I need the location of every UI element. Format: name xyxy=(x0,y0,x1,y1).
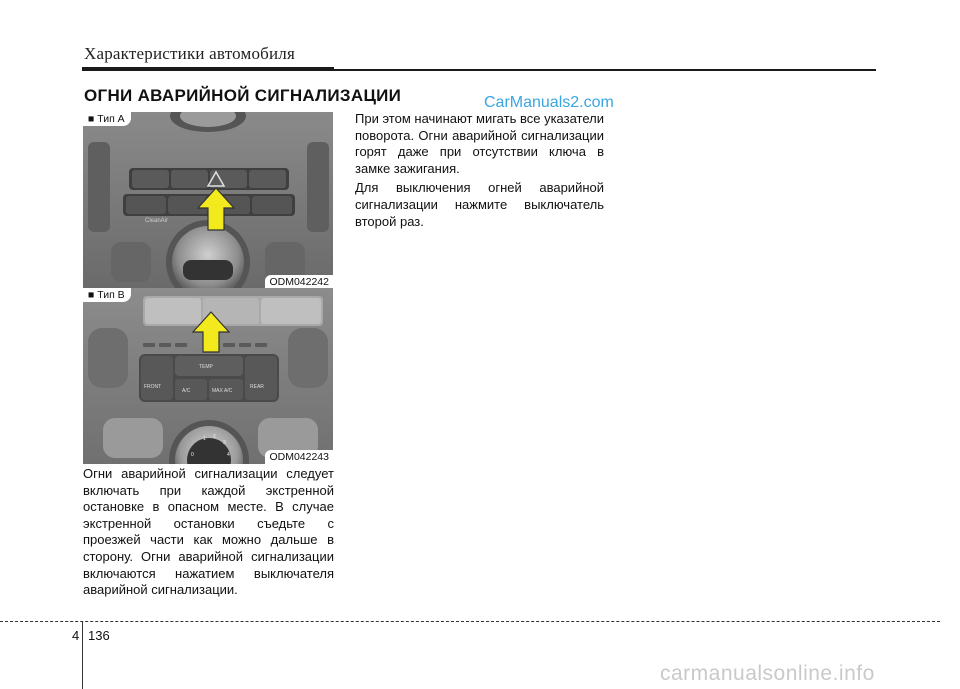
left-paragraph-text: Огни аварийной сигнализации следует включать при каждой экстренной остановке в опасном месте. В случае экстренной остановки съедьте с проезжей части как можно дальше в сторону. Огни аварийной сигнализации включаются нажатием выключателя аварийной сигнализации. xyxy=(83,466,334,598)
left-paragraph xyxy=(83,466,334,602)
footer-rule xyxy=(0,621,940,622)
right-paragraph-1: При этом начинают мигать все указатели поворота. Огни аварийной сигнализации горят даже при отсутствии ключа в замке зажигания. xyxy=(355,111,604,176)
figure-type-b xyxy=(83,288,333,464)
footer-divider xyxy=(82,621,83,689)
rear-label: REAR xyxy=(250,384,264,390)
dial-3: 3 xyxy=(223,440,226,446)
dial-1: 1 xyxy=(203,436,206,442)
dial-0: 0 xyxy=(191,452,194,458)
right-column xyxy=(355,111,604,233)
chapter-number: 4 xyxy=(72,628,80,643)
page-number: 136 xyxy=(88,628,110,643)
header-rule-thick xyxy=(82,67,334,71)
cleanair-label: CleanAir xyxy=(145,218,169,224)
figure-b-code: ODM042243 xyxy=(265,450,333,464)
figure-a-label: ■ Тип A xyxy=(83,112,131,126)
watermark-top[interactable]: CarManuals2.com xyxy=(484,94,614,111)
right-paragraph-2: Для выключения огней аварийной сигнализации нажмите выключатель второй раз. xyxy=(355,180,604,229)
figure-type-a xyxy=(83,112,333,289)
temp-label: TEMP xyxy=(199,364,213,370)
dial-2: 2 xyxy=(213,434,216,440)
header-title: Характеристики автомобиля xyxy=(84,44,295,63)
max-ac-label: MAX A/C xyxy=(212,388,233,394)
figure-b-label: ■ Тип B xyxy=(83,288,131,302)
section-title: ОГНИ АВАРИЙНОЙ СИГНАЛИЗАЦИИ xyxy=(84,86,402,105)
watermark-bottom[interactable]: carmanualsonline.info xyxy=(660,662,875,685)
ac-label: A/C xyxy=(182,388,191,394)
header-rule-thin xyxy=(334,69,876,71)
dial-4: 4 xyxy=(227,452,230,458)
hazard-panel-a-illustration xyxy=(83,112,333,289)
figure-a-code: ODM042242 xyxy=(265,275,333,289)
hazard-panel-b-illustration xyxy=(83,288,333,464)
front-label: FRONT xyxy=(144,384,162,390)
